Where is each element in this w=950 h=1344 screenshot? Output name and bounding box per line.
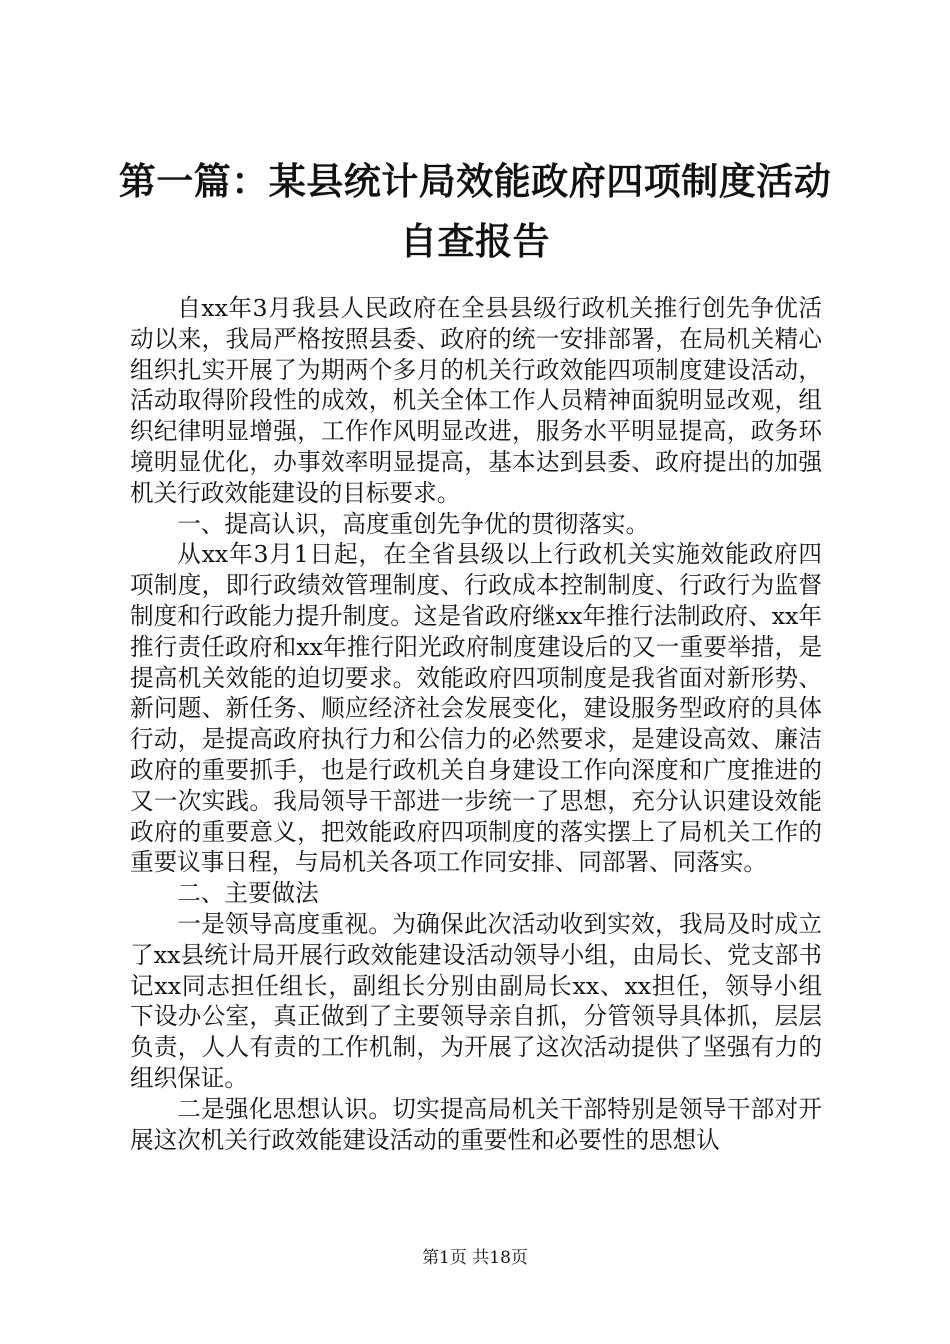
- page-footer: 第1页 共18页: [422, 1248, 528, 1268]
- paragraph-measure-1: 一是领导高度重视。为确保此次活动收到实效，我局及时成立了xx县统计局开展行政效能建设活动领导小组，由局长、党支部书记xx同志担任组长，副组长分别由副局长xx、xx担任，领导小组下设办公室，真正做到了主要领导亲自抓，分管领导具体抓，层层负责，人人有责的工作机制，为开展了这次活动提供了坚强有力的组织保证。: [130, 909, 822, 1092]
- paragraph-section-1: 从xx年3月1日起，在全省县级以上行政机关实施效能政府四项制度，即行政绩效管理制度、行政成本控制制度、行政行为监督制度和行政能力提升制度。这是省政府继xx年推行法制政府、xx年推行责任政府和xx年推行阳光政府制度建设后的又一重要举措，是提高机关效能的迫切要求。效能政府四项制度是我省面对新形势、新问题、新任务、顺应经济社会发展变化，建设服务型政府的具体行动，是提高政府执行力和公信力的必然要求，是建设高效、廉洁政府的重要抓手，也是行政机关自身建设工作向深度和广度推进的又一次实践。我局领导干部进一步统一了思想，充分认识建设效能政府的重要意义，把效能政府四项制度的落实摆上了局机关工作的重要议事日程，与局机关各项工作同安排、同部署、同落实。: [130, 540, 822, 877]
- document-title: 第一篇：某县统计局效能政府四项制度活动自查报告: [118, 160, 832, 263]
- paragraph-intro: 自xx年3月我县人民政府在全县县级行政机关推行创先争优活动以来，我局严格按照县委、政府的统一安排部署，在局机关精心组织扎实开展了为期两个多月的机关行政效能四项制度建设活动，活动取得阶段性的成效，机关全体工作人员精神面貌明显改观，组织纪律明显增强，工作作风明显改进，服务水平明显提高，政务环境明显优化，办事效率明显提高，基本达到县委、政府提出的加强机关行政效能建设的目标要求。: [130, 294, 822, 507]
- section-heading-1: 一、提高认识，高度重创先争优的贯彻落实。: [177, 509, 650, 538]
- document-body: [130, 293, 822, 1155]
- paragraph-measure-2: 二是强化思想认识。切实提高局机关干部特别是领导干部对开展这次机关行政效能建设活动的重要性和必要性的思想认: [130, 1094, 822, 1154]
- section-heading-2: 二、主要做法: [177, 879, 319, 908]
